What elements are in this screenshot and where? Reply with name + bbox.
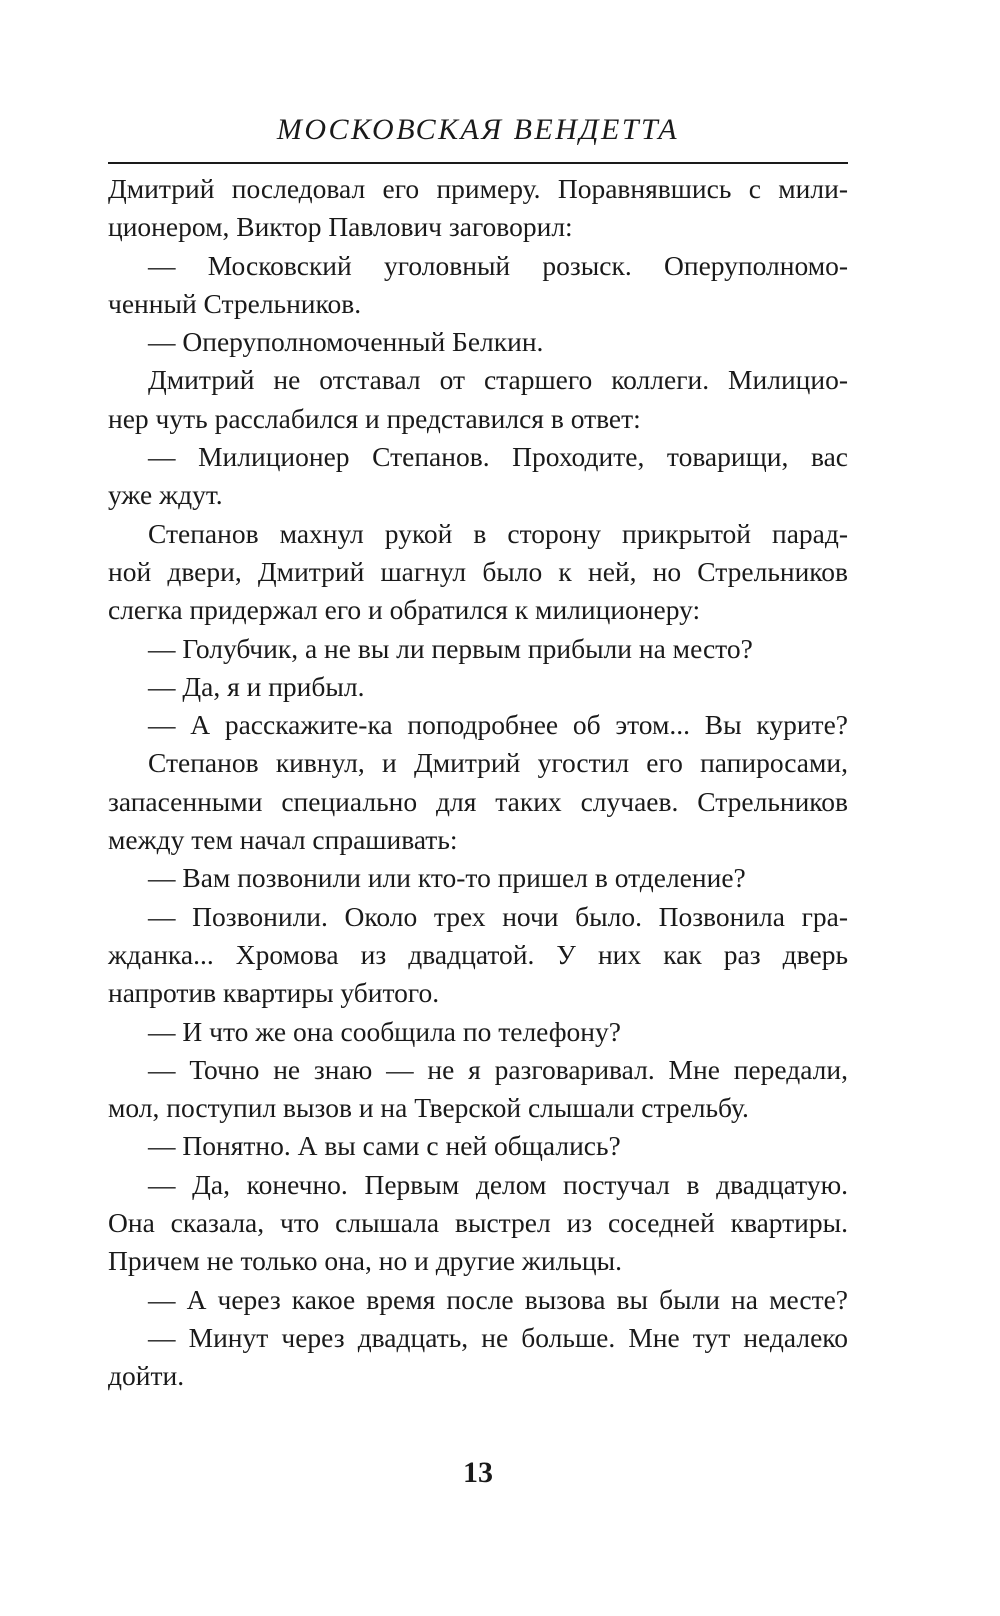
- text-line: Степанов махнул рукой в сторону прикрытой парад-: [148, 517, 848, 549]
- text-line: — Московский уголовный розыск. Оперуполномо-: [148, 249, 848, 281]
- text-line: — Милиционер Степанов. Проходите, товарищи, вас: [148, 441, 848, 473]
- text-line: между тем начал спрашивать:: [108, 824, 458, 856]
- page-number: 13: [463, 1456, 493, 1489]
- text-line: — А расскажите-ка поподробнее об этом... Вы курите?: [148, 709, 848, 741]
- text-line: — Да, я и прибыл.: [148, 670, 365, 702]
- text-line: — Вам позвонили или кто-то пришел в отделение?: [148, 862, 746, 894]
- text-line: Она сказала, что слышала выстрел из соседней квартиры.: [108, 1207, 848, 1239]
- text-line: жданка... Хромова из двадцатой. У них как раз дверь: [108, 938, 848, 970]
- text-line: — Точно не знаю — не я разговаривал. Мне передали,: [148, 1053, 848, 1085]
- text-line: напротив квартиры убитого.: [108, 977, 440, 1009]
- text-line: — Голубчик, а не вы ли первым прибыли на место?: [148, 632, 753, 664]
- text-line: нер чуть расслабился и представился в ответ:: [108, 402, 641, 434]
- text-line: — Позвонили. Около трех ночи было. Позвонила гра-: [148, 900, 848, 932]
- text-line: — Оперуполномоченный Белкин.: [148, 326, 544, 358]
- text-line: дойти.: [108, 1360, 185, 1392]
- text-line: запасенными специально для таких случаев. Стрельников: [108, 785, 848, 817]
- text-line: мол, поступил вызов и на Тверской слышали стрельбу.: [108, 1092, 749, 1124]
- text-line: — И что же она сообщила по телефону?: [148, 1015, 621, 1047]
- text-line: Степанов кивнул, и Дмитрий угостил его папиросами,: [148, 747, 848, 779]
- body-text: [108, 170, 848, 1396]
- text-line: ционером, Виктор Павлович заговорил:: [108, 211, 573, 243]
- text-line: — Да, конечно. Первым делом постучал в двадцатую.: [148, 1168, 848, 1200]
- text-line: ной двери, Дмитрий шагнул было к ней, но Стрельников: [108, 555, 848, 587]
- text-line: — Минут через двадцать, не больше. Мне тут недалеко: [148, 1321, 848, 1353]
- text-line: Дмитрий не отставал от старшего коллеги. Милицио-: [148, 364, 848, 396]
- text-line: ченный Стрельников.: [108, 287, 362, 319]
- text-line: слегка придержал его и обратился к милиционеру:: [108, 594, 701, 626]
- text-line: — А через какое время после вызова вы были на месте?: [148, 1283, 848, 1315]
- text-line: — Понятно. А вы сами с ней общались?: [148, 1130, 621, 1162]
- running-head: МОСКОВСКАЯ ВЕНДЕТТА: [276, 113, 680, 146]
- header-rule: [108, 162, 848, 164]
- text-line: уже ждут.: [108, 479, 223, 511]
- text-line: Причем не только она, но и другие жильцы.: [108, 1245, 622, 1277]
- book-page: [108, 110, 848, 1489]
- text-line: Дмитрий последовал его примеру. Поравнявшись с мили-: [108, 173, 848, 204]
